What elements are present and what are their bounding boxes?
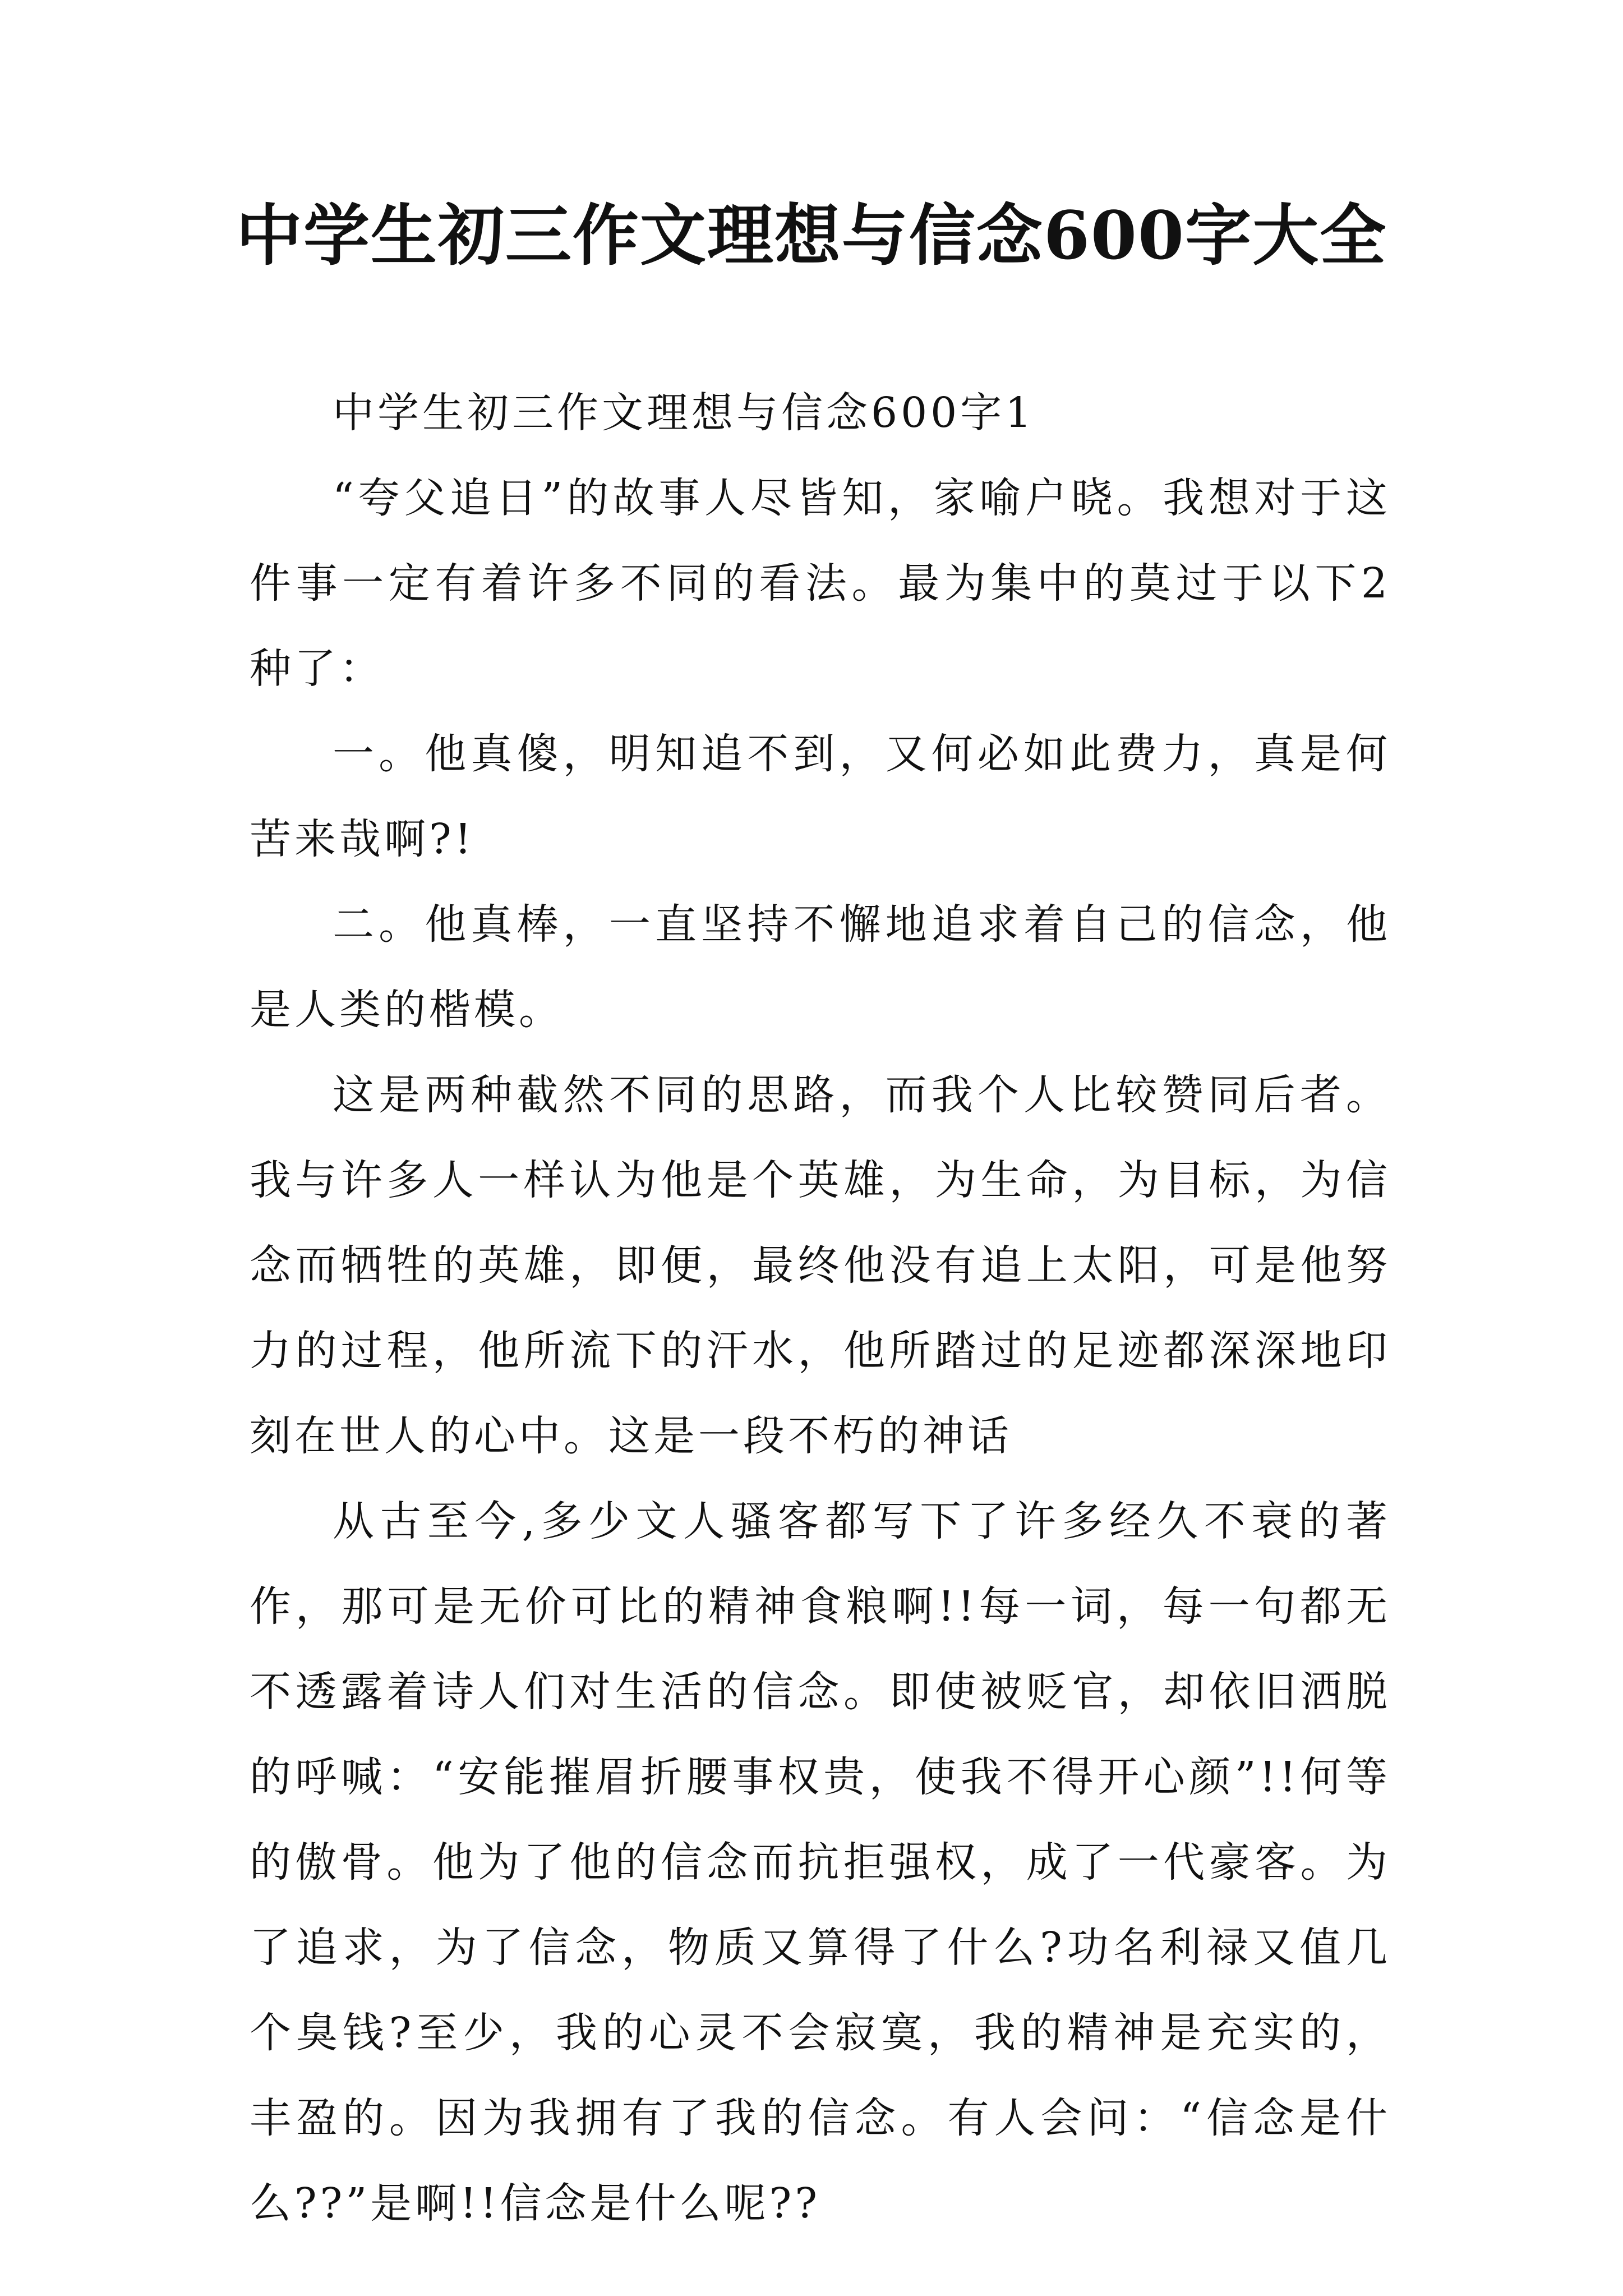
paragraph: 从古至今,多少文人骚客都写下了许多经久不衰的著作，那可是无价可比的精神食粮啊!!每一词，每一句都无不透露着诗人们对生活的信念。即使被贬官，却依旧洒脱的呼喊：“安能摧眉折腰事权贵，使我不得开心颜”!!何等的傲骨。他为了他的信念而抗拒强权，成了一代豪客。为了追求，为了信念，物质又算得了什么?功名利禄又值几个臭钱?至少，我的心灵不会寂寞，我的精神是充实的，丰盈的。因为我拥有了我的信念。有人会问：“信念是什么??”是啊!!信念是什么呢?? [250, 1497, 1391, 2228]
document-body [250, 370, 1391, 2246]
section-heading: 中学生初三作文理想与信念600字1 [333, 389, 1035, 437]
paragraph: “夸父追日”的故事人尽皆知，家喻户晓。我想对于这件事一定有着许多不同的看法。最为集中的莫过于以下2种了： [250, 474, 1391, 693]
paragraph: 二。他真棒，一直坚持不懈地追求着自己的信念，他是人类的楷模。 [250, 900, 1391, 1034]
paragraph: 这是两种截然不同的思路，而我个人比较赞同后者。我与许多人一样认为他是个英雄，为生命，为目标，为信念而牺牲的英雄，即便，最终他没有追上太阳，可是他努力的过程，他所流下的汗水，他所踏过的足迹都深深地印刻在世人的心中。这是一段不朽的神话 [250, 1071, 1391, 1460]
document-title: 中学生初三作文理想与信念600字大全 [236, 196, 1387, 274]
paragraph: 一。他真傻，明知追不到，又何必如此费力，真是何苦来哉啊?! [250, 730, 1391, 863]
